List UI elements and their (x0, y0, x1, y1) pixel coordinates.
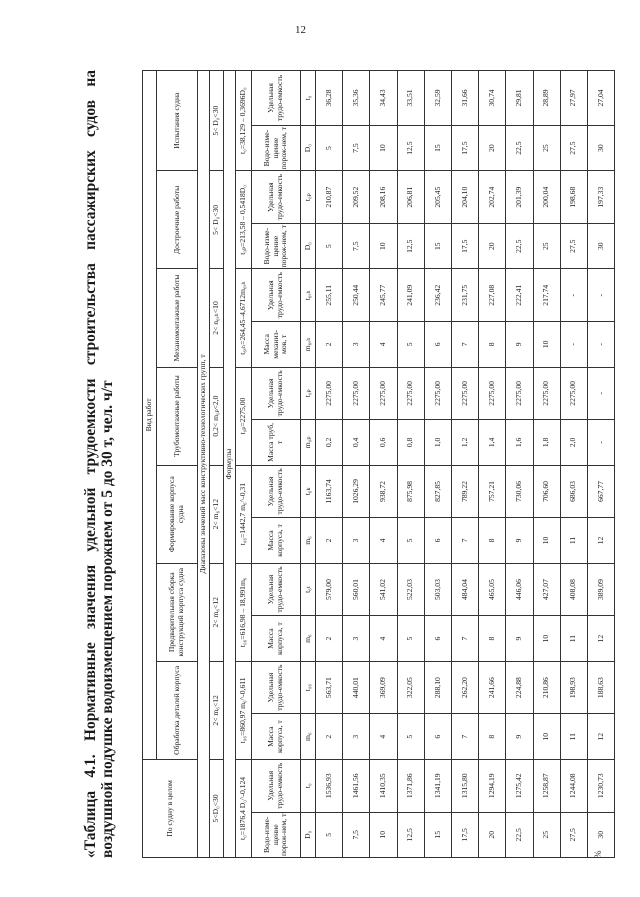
table-cell: 35,36 (343, 71, 370, 126)
table-cell: 389,09 (587, 563, 614, 616)
col-header-labor: Удельная трудо-емкость (252, 367, 301, 420)
table-cell: 0,8 (397, 420, 424, 465)
table-cell: 2,0 (560, 420, 587, 465)
symbol-cell: t₆ₜ (301, 563, 316, 616)
table-cell: 22,5 (506, 125, 533, 170)
table-cell: 27,5 (560, 125, 587, 170)
symbol-cell: D₀ (301, 125, 316, 170)
col-header-pipe-mass: Масса труб, т (252, 420, 301, 465)
formulas-header: Формулы (224, 71, 236, 858)
table-cell: 29,81 (506, 71, 533, 126)
table-cell: 827,85 (424, 465, 451, 518)
table-cell: 10 (533, 322, 560, 367)
table-cell: 245,77 (370, 269, 397, 322)
table-cell: 32,59 (424, 71, 451, 126)
table-cell: 33,51 (397, 71, 424, 126)
table-cell: 1,6 (506, 420, 533, 465)
table-cell: 446,06 (506, 563, 533, 616)
table-cell: 408,08 (560, 563, 587, 616)
table-cell: 2275,00 (424, 367, 451, 420)
table-cell: 6 (424, 518, 451, 563)
range-cell: 0,2< m₀ₚ<2,0 (210, 367, 224, 465)
table-cell: 198,68 (560, 171, 587, 224)
table-cell: 30,74 (479, 71, 506, 126)
table-row (343, 71, 370, 858)
table-cell: 8 (479, 518, 506, 563)
page-number: 12 (295, 24, 306, 36)
table-cell: 2 (316, 518, 343, 563)
table-cell: 12 (587, 714, 614, 759)
col-header-displacement: Водо-изме-щение порож-нем, т (252, 812, 301, 857)
symbol-cell: m₆ (301, 714, 316, 759)
table-cell: 730,06 (506, 465, 533, 518)
caption-line-1: «Таблица 4.1. Нормативные значения удельной трудоемкости строительства пассажирских судов на (82, 70, 99, 858)
table-cell: 20 (479, 812, 506, 857)
table-cell: 30 (587, 125, 614, 170)
table-cell: 262,20 (451, 661, 478, 714)
table-cell: 503,03 (424, 563, 451, 616)
table-cell: 2275,00 (397, 367, 424, 420)
table-cell: 10 (533, 616, 560, 661)
table-cell: 9 (506, 714, 533, 759)
table-cell: 427,07 (533, 563, 560, 616)
table-cell: 227,08 (479, 269, 506, 322)
table-cell: 27,5 (560, 812, 587, 857)
col-header-labor: Удельная трудо-емкость (252, 465, 301, 518)
table-cell: 1163,74 (316, 465, 343, 518)
table-cell: 209,52 (343, 171, 370, 224)
table-cell: 1461,56 (343, 759, 370, 812)
table-cell: 2275,00 (479, 367, 506, 420)
range-cell: 2< n₆ₑₕ<10 (210, 269, 224, 367)
formula-cell: t₀₆=860,97 m₆^-0,611 (236, 661, 252, 759)
table-cell: 12,5 (397, 224, 424, 269)
table-cell: 5 (397, 616, 424, 661)
table-cell: 484,04 (451, 563, 478, 616)
table-cell: 6 (424, 616, 451, 661)
table-cell: 1230,73 (587, 759, 614, 812)
table-cell: 3 (343, 714, 370, 759)
table-cell: 20 (479, 125, 506, 170)
table-cell: 1026,29 (343, 465, 370, 518)
symbol-cell: m₀ₚ (301, 420, 316, 465)
table-caption (82, 70, 144, 858)
table-cell: 465,05 (479, 563, 506, 616)
table-cell: 10 (533, 518, 560, 563)
table-cell: 205,45 (424, 171, 451, 224)
table-cell: 20 (479, 224, 506, 269)
formula-cell: t₀ₚ=213,58 – 0,5418D₀ (236, 171, 252, 269)
table-cell: 3 (343, 322, 370, 367)
table-cell: 1294,19 (479, 759, 506, 812)
table-cell: - (560, 269, 587, 322)
range-cell: 2< m₆<12 (210, 563, 224, 661)
table-cell: 2275,00 (451, 367, 478, 420)
symbol-cell: t₀ (301, 759, 316, 812)
table-row (560, 71, 587, 858)
table-cell: 7 (451, 322, 478, 367)
col-header-labor: Удельная трудо-емкость (252, 563, 301, 616)
table-cell: 22,5 (506, 224, 533, 269)
table-cell: 12 (587, 518, 614, 563)
table-cell: 201,39 (506, 171, 533, 224)
work-header-hull-parts: Обработка деталей корпуса (157, 661, 198, 759)
table-cell: 2275,00 (506, 367, 533, 420)
col-header-hull-mass: Масса корпуса, т (252, 518, 301, 563)
col-header-labor: Удельная трудо-емкость (252, 269, 301, 322)
table-cell: 3 (343, 616, 370, 661)
work-header-outfitting: Достроечные работы (157, 171, 198, 269)
work-header-preassembly: Предварительная сборка конструкций корпуса судна (157, 563, 198, 661)
formula-cell: t₀=38,129 – 0,3696D₀ (236, 71, 252, 171)
norms-table (142, 70, 615, 858)
table-cell: 4 (370, 616, 397, 661)
work-type-header: Вид работ (143, 71, 157, 760)
range-cell: 2< m₆<12 (210, 465, 224, 563)
table-cell: 6 (424, 322, 451, 367)
symbol-cell: t₆ₑₕ (301, 269, 316, 322)
table-cell: 938,72 (370, 465, 397, 518)
symbol-cell: t₀ₚ (301, 171, 316, 224)
table-cell: 8 (479, 322, 506, 367)
col-header-labor: Удельная трудо-емкость (252, 71, 301, 126)
table-cell: 11 (560, 714, 587, 759)
table-cell: 208,16 (370, 171, 397, 224)
col-header-mech-mass: Масса механиз-мов, т (252, 322, 301, 367)
table-cell: 2275,00 (560, 367, 587, 420)
table-cell: 0,6 (370, 420, 397, 465)
table-cell: 202,74 (479, 171, 506, 224)
mass-ranges-header: Диапазоны значений масс конструктивно-технологических групп, т (198, 71, 210, 858)
table-cell: 25 (533, 812, 560, 857)
symbol-cell: m₆ₑₕ (301, 322, 316, 367)
table-row (424, 71, 451, 858)
table-cell: 7 (451, 616, 478, 661)
work-header-trials: Испытания судна (157, 71, 198, 171)
table-cell: 1,4 (479, 420, 506, 465)
table-cell: 4 (370, 322, 397, 367)
table-cell: 2275,00 (370, 367, 397, 420)
table-row (587, 71, 614, 858)
table-cell: 8 (479, 616, 506, 661)
symbol-cell: t₀₆ (301, 661, 316, 714)
table-cell: 4 (370, 714, 397, 759)
table-cell: 706,60 (533, 465, 560, 518)
col-header-labor: Удельная трудо-емкость (252, 171, 301, 224)
col-header-displacement: Водо-изме-щение порож-нем, т (252, 125, 301, 170)
table-cell: 4 (370, 518, 397, 563)
table-cell: 30 (587, 812, 614, 857)
table-cell: 1244,08 (560, 759, 587, 812)
range-cell: 5< D₀<30 (210, 171, 224, 269)
table-row (370, 71, 397, 858)
table-cell: 10 (370, 125, 397, 170)
work-header-mechanical: Механомонтажные работы (157, 269, 198, 367)
table-cell: 27,04 (587, 71, 614, 126)
table-cell: 2 (316, 714, 343, 759)
table-cell: 2275,00 (316, 367, 343, 420)
range-cell: 5< D₀<30 (210, 71, 224, 171)
table-cell: 563,71 (316, 661, 343, 714)
table-cell: 757,21 (479, 465, 506, 518)
table-cell: 579,00 (316, 563, 343, 616)
work-header-piping: Трубомонтажные работы (157, 367, 198, 465)
table-cell: 1341,19 (424, 759, 451, 812)
table-cell: 1536,93 (316, 759, 343, 812)
table-cell: - (560, 322, 587, 367)
table-row (451, 71, 478, 858)
symbol-cell: D₀ (301, 812, 316, 857)
table-cell: 15 (424, 125, 451, 170)
table-cell: 206,81 (397, 171, 424, 224)
table-cell: 7,5 (343, 812, 370, 857)
table-cell: 210,87 (316, 171, 343, 224)
table-cell: 522,03 (397, 563, 424, 616)
table-cell: 1371,86 (397, 759, 424, 812)
table-cell: 789,22 (451, 465, 478, 518)
table-cell: 10 (533, 714, 560, 759)
col-header-hull-mass: Масса корпуса, т (252, 714, 301, 759)
table-cell: 210,86 (533, 661, 560, 714)
table-cell: 7,5 (343, 125, 370, 170)
table-cell: 12 (587, 616, 614, 661)
table-cell: 241,09 (397, 269, 424, 322)
formula-cell: t₀₆=616,98 – 18,991m₆ (236, 563, 252, 661)
table-cell: 22,5 (506, 812, 533, 857)
corner-mark: % (593, 850, 603, 858)
table-cell: 255,11 (316, 269, 343, 322)
table-cell: 30 (587, 224, 614, 269)
table-cell: 440,01 (343, 661, 370, 714)
table-cell: 34,43 (370, 71, 397, 126)
table-cell: 31,66 (451, 71, 478, 126)
table-cell: 5 (316, 812, 343, 857)
table-cell: 9 (506, 518, 533, 563)
table-cell: 1315,80 (451, 759, 478, 812)
table-cell: 2 (316, 322, 343, 367)
table-cell: 25 (533, 224, 560, 269)
table-cell: 5 (397, 714, 424, 759)
work-header-hull-forming: Формирование корпуса судна (157, 465, 198, 563)
table-cell: 217,74 (533, 269, 560, 322)
formula-cell: t₀ₚ=2275,00 (236, 367, 252, 465)
table-cell: 7 (451, 714, 478, 759)
table-cell: 9 (506, 322, 533, 367)
symbol-cell: t₀ₚ (301, 367, 316, 420)
rotated-page-content (82, 70, 605, 858)
table-cell: 541,02 (370, 563, 397, 616)
symbol-cell: m₆ (301, 518, 316, 563)
table-cell: 236,42 (424, 269, 451, 322)
symbol-cell: m₆ (301, 616, 316, 661)
table-cell: 667,77 (587, 465, 614, 518)
table-row (397, 71, 424, 858)
table-cell: - (587, 322, 614, 367)
table-cell: 188,63 (587, 661, 614, 714)
range-cell: 2< m₆<12 (210, 661, 224, 759)
table-cell: 11 (560, 616, 587, 661)
table-cell: - (587, 367, 614, 420)
col-header-labor: Удельная трудо-емкость (252, 661, 301, 714)
table-cell: 231,75 (451, 269, 478, 322)
table-cell: 7,5 (343, 224, 370, 269)
table-row (479, 71, 506, 858)
table-cell: 8 (479, 714, 506, 759)
symbol-cell: t₆ₖ (301, 465, 316, 518)
table-cell: 17,5 (451, 125, 478, 170)
table-cell: 288,10 (424, 661, 451, 714)
table-cell: 197,33 (587, 171, 614, 224)
table-cell: 17,5 (451, 224, 478, 269)
table-cell: 3 (343, 518, 370, 563)
table-cell: 224,88 (506, 661, 533, 714)
table-cell: 17,5 (451, 812, 478, 857)
col-header-displacement: Водо-изме-щение порож-нем, т (252, 224, 301, 269)
table-cell: 204,10 (451, 171, 478, 224)
table-row (506, 71, 533, 858)
table-cell: 1,0 (424, 420, 451, 465)
caption-line-2: воздушной подушке водоизмещением порожнем от 5 до 30 т, чел. ч/т (99, 380, 116, 858)
table-cell: 9 (506, 616, 533, 661)
table-cell: 200,04 (533, 171, 560, 224)
table-cell: 5 (316, 224, 343, 269)
table-cell: 1275,42 (506, 759, 533, 812)
formula-cell: t₀₆=1442,7 m₆^-0,31 (236, 465, 252, 563)
table-cell: 15 (424, 224, 451, 269)
table-cell: 0,2 (316, 420, 343, 465)
table-cell: 198,93 (560, 661, 587, 714)
table-cell: 7 (451, 518, 478, 563)
col-header-hull-mass: Масса корпуса, т (252, 616, 301, 661)
table-cell: 12,5 (397, 125, 424, 170)
table-cell: 875,98 (397, 465, 424, 518)
table-cell: 15 (424, 812, 451, 857)
table-cell: 10 (370, 812, 397, 857)
table-cell: 2275,00 (533, 367, 560, 420)
table-cell: 27,97 (560, 71, 587, 126)
formula-cell: t₆ₑₕ=264,45–4,6712m₆ₑₕ (236, 269, 252, 367)
table-cell: 36,28 (316, 71, 343, 126)
table-cell: 322,05 (397, 661, 424, 714)
table-cell: 1410,35 (370, 759, 397, 812)
table-cell: 250,44 (343, 269, 370, 322)
table-cell: 222,41 (506, 269, 533, 322)
table-cell: 241,66 (479, 661, 506, 714)
table-cell: 0,4 (343, 420, 370, 465)
table-cell: - (587, 269, 614, 322)
symbol-cell: D₀ (301, 224, 316, 269)
table-cell: 369,09 (370, 661, 397, 714)
table-cell: 2275,00 (343, 367, 370, 420)
table-cell: 28,89 (533, 71, 560, 126)
table-cell: 5 (397, 322, 424, 367)
table-row (533, 71, 560, 858)
table-cell: 10 (370, 224, 397, 269)
symbol-cell: t₀ (301, 71, 316, 126)
table-cell: 5 (316, 125, 343, 170)
table-cell: 11 (560, 518, 587, 563)
table-cell: 1,2 (451, 420, 478, 465)
table-cell: 1258,87 (533, 759, 560, 812)
table-cell: 12,5 (397, 812, 424, 857)
table-cell: 2 (316, 616, 343, 661)
table-cell: 27,5 (560, 224, 587, 269)
table-cell: - (587, 420, 614, 465)
table-cell: 25 (533, 125, 560, 170)
range-cell: 5<D₀<30 (210, 759, 224, 857)
table-cell: 5 (397, 518, 424, 563)
formula-cell: t₀=1876,4 D₀^-0,124 (236, 759, 252, 857)
col-header-labor: Удельная трудо-емкость (252, 759, 301, 812)
table-cell: 6 (424, 714, 451, 759)
table-cell: 686,03 (560, 465, 587, 518)
table-row (316, 71, 343, 858)
work-by-vessel-header: По судну в целом (143, 759, 198, 857)
table-cell: 1,8 (533, 420, 560, 465)
table-cell: 560,01 (343, 563, 370, 616)
